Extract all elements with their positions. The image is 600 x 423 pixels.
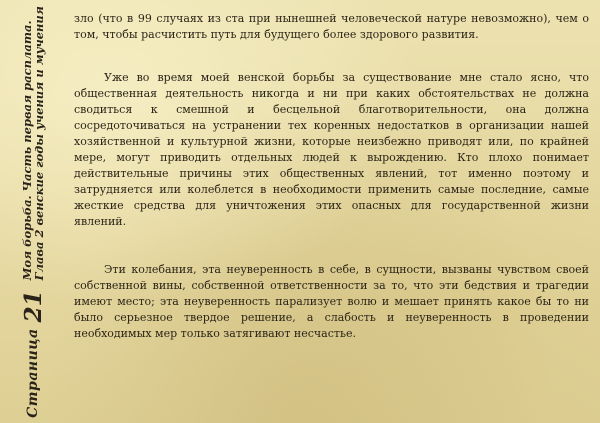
page-number: 21 xyxy=(19,290,47,323)
paragraph-2: Уже во время моей венской борьбы за существование мне стало ясно, что общественная деятельность никогда и ни при каких обстоятельствах не должна сводиться к смешной и бесцельной благотворительности, она должна сосредоточиваться на устранении тех коренных недостатков в организации нашей хозяйственной и культурной жизни, которые неизбежно приводят или, по крайней мере, могут приводить отдельных людей к вырождению. Кто плохо понимает действительные причины этих общественных явлений, тот именно поэтому и затрудняется или колеблется в необходимости применить самые последние, самые жесткие средства для уничтожения этих опасных для государственной жизни явлений. xyxy=(74,71,589,228)
book-part-title: Моя борьба. Часть первая расплата. xyxy=(19,20,34,281)
paragraph-3: Эти колебания, эта неуверенность в себе, в сущности, вызваны чувством своей собственной вины, собственной ответственности за то, что эти бедствия и трагедии имеют место; эта неуверенность парализует волю и мешает принять какое бы то ни было серьезное твердое решение, а слабость и неуверенность в проведении необходимых мер только затягивают несчастье. xyxy=(74,263,589,340)
page-label: Страница xyxy=(25,328,41,418)
body-text xyxy=(74,0,589,423)
page-sidebar xyxy=(0,0,66,423)
running-header xyxy=(19,6,47,418)
chapter-title: Глава 2 венские годы учения и мучения xyxy=(32,6,46,281)
paragraph-1: зло (что в 99 случаях из ста при нынешней человеческой натуре невозможно), чем о том, чтобы расчистить путь для будущего более здорового развития. xyxy=(74,12,589,41)
running-title xyxy=(21,6,45,280)
